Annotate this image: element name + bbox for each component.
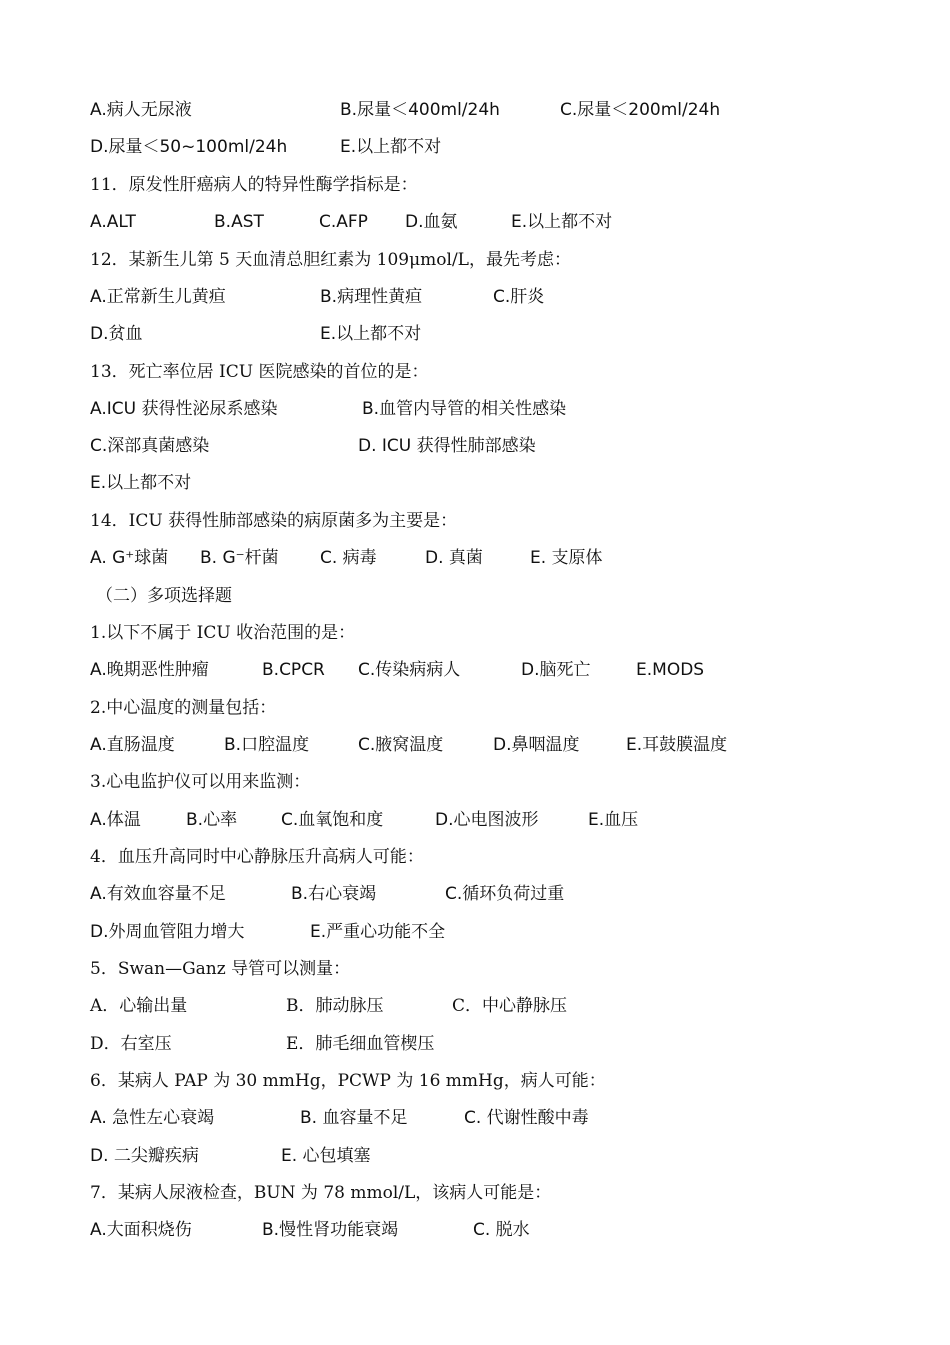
question-multi-4: 4．血压升高同时中心静脉压升高病人可能： [90,847,424,867]
option: E.MODS [636,660,705,680]
options-row [90,95,930,125]
option: D.血氨 [405,212,458,232]
option: A.晚期恶性肿瘤 [90,660,209,680]
options-row [90,917,930,947]
option: A.ALT [90,212,136,232]
option: C.腋窝温度 [358,735,444,755]
option: D. 二尖瓣疾病 [90,1146,199,1166]
options-row [90,132,930,162]
option: A.正常新生儿黄疸 [90,287,226,307]
options-row [90,879,930,909]
option: E. 支原体 [530,548,603,568]
options-row [90,991,930,1021]
option: B. G⁻杆菌 [200,548,279,568]
option: D．右室压 [90,1034,172,1054]
option: C.循环负荷过重 [445,884,565,904]
option: D. ICU 获得性肺部感染 [358,436,536,456]
option: E.耳鼓膜温度 [626,735,728,755]
section-heading: （二）多项选择题 [96,586,232,606]
options-row [90,468,930,498]
option: A. 急性左心衰竭 [90,1108,215,1128]
option: A.体温 [90,810,141,830]
option: A.病人无尿液 [90,100,192,120]
option: E.严重心功能不全 [310,922,446,942]
option: E.以上都不对 [340,137,442,157]
option: D.外周血管阻力增大 [90,922,245,942]
option: B. 血容量不足 [300,1108,408,1128]
options-row [90,1029,930,1059]
option: B.CPCR [262,660,325,680]
option: D.鼻咽温度 [493,735,580,755]
option: A.有效血容量不足 [90,884,226,904]
option: E.血压 [588,810,639,830]
option: B.病理性黄疸 [320,287,423,307]
options-row [90,207,930,237]
options-row [90,282,930,312]
option: C. 代谢性酸中毒 [464,1108,589,1128]
question-12: 12．某新生儿第 5 天血清总胆红素为 109μmol/L，最先考虑： [90,250,571,270]
options-row [90,1215,930,1245]
question-11: 11．原发性肝癌病人的特异性酶学指标是： [90,175,418,195]
option: E.以上都不对 [90,473,192,493]
question-multi-6: 6．某病人 PAP 为 30 mmHg，PCWP 为 16 mmHg，病人可能： [90,1071,606,1091]
option: C.血氧饱和度 [281,810,384,830]
option: E.以上都不对 [511,212,613,232]
options-row [90,730,930,760]
options-row [90,1141,930,1171]
options-row [90,655,930,685]
option: C. 病毒 [320,548,377,568]
option: B．肺动脉压 [286,996,384,1016]
option: A. G⁺球菌 [90,548,169,568]
option: C. 脱水 [473,1220,530,1240]
question-14: 14．ICU 获得性肺部感染的病原菌多为主要是： [90,511,458,531]
option: D.脑死亡 [521,660,591,680]
option: C.深部真菌感染 [90,436,210,456]
option: E．肺毛细血管楔压 [286,1034,435,1054]
option: B.心率 [186,810,238,830]
option: E. 心包填塞 [281,1146,371,1166]
option: B.血管内导管的相关性感染 [362,399,567,419]
question-multi-2: 2.中心温度的测量包括： [90,698,277,718]
question-13: 13．死亡率位居 ICU 医院感染的首位的是： [90,362,429,382]
options-row [90,1103,930,1133]
option: B.右心衰竭 [291,884,377,904]
option: D. 真菌 [425,548,483,568]
question-multi-5: 5．Swan—Ganz 导管可以测量： [90,959,351,979]
option: D.尿量＜50~100ml/24h [90,137,288,157]
option: C.AFP [319,212,368,232]
option: C.尿量＜200ml/24h [560,100,721,120]
options-row [90,543,930,573]
option: B.慢性肾功能衰竭 [262,1220,399,1240]
option: B.AST [214,212,264,232]
question-multi-7: 7．某病人尿液检查，BUN 为 78 mmol/L，该病人可能是： [90,1183,552,1203]
option: B.尿量＜400ml/24h [340,100,500,120]
option: D.心电图波形 [435,810,539,830]
options-row [90,319,930,349]
option: A.直肠温度 [90,735,175,755]
option: D.贫血 [90,324,143,344]
option: E.以上都不对 [320,324,422,344]
options-row [90,431,930,461]
option: C．中心静脉压 [452,996,568,1016]
question-multi-3: 3.心电监护仪可以用来监测： [90,772,311,792]
question-multi-1: 1.以下不属于 ICU 收治范围的是： [90,623,356,643]
option: B.口腔温度 [224,735,310,755]
options-row [90,805,930,835]
option: A．心输出量 [90,996,188,1016]
option: C.肝炎 [493,287,545,307]
option: A.ICU 获得性泌尿系感染 [90,399,278,419]
option: A.大面积烧伤 [90,1220,192,1240]
options-row [90,394,930,424]
option: C.传染病病人 [358,660,461,680]
